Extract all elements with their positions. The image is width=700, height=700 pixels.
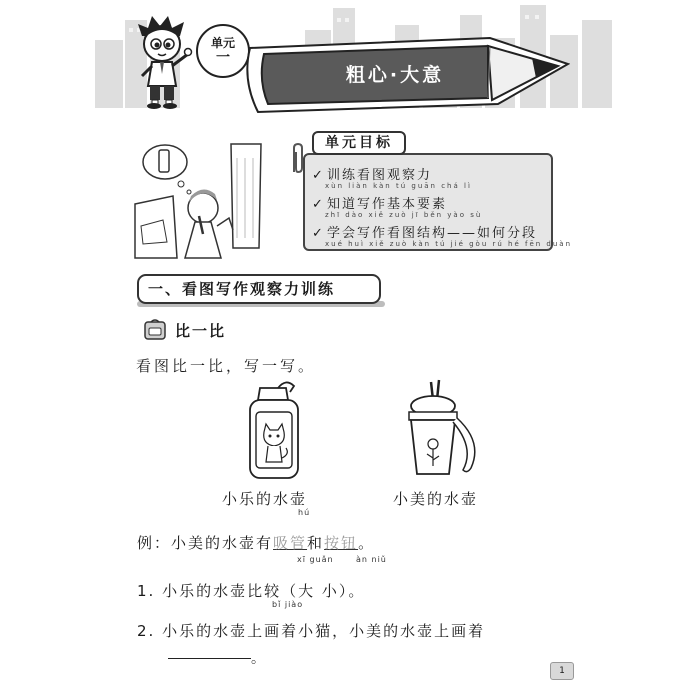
water-bottle-cat-illustration xyxy=(238,378,310,480)
goal-item-3 xyxy=(312,222,572,248)
unit-label: 单元 xyxy=(210,36,235,50)
goal-pinyin: xùn liàn kàn tú guān chá lì xyxy=(325,182,472,190)
backpack-icon xyxy=(143,318,167,340)
caption-right-bottle: 小美的水壶 xyxy=(393,490,479,508)
section-title: 一、看图写作观察力训练 xyxy=(137,274,381,304)
page-number: 1 xyxy=(550,662,574,680)
sick-boy-illustration xyxy=(133,138,295,262)
unit-number: 一 xyxy=(216,50,230,67)
caption-left-pinyin: hú xyxy=(298,508,311,517)
caption-left-bottle: 小乐的水壶 xyxy=(222,490,308,508)
question-2-end: 。 xyxy=(251,651,265,667)
goal-text: 训练看图观察力 xyxy=(327,168,433,183)
example-word-button: 按钮 xyxy=(324,534,359,552)
answer-blank-line[interactable] xyxy=(168,658,251,659)
check-icon: ✓ xyxy=(312,197,323,212)
goal-pinyin: xué huì xiě zuò kàn tú jié gòu rú hé fēn duàn xyxy=(325,240,573,248)
exercise-title: 比一比 xyxy=(175,322,227,340)
exercise-instruction: 看图比一比，写一写。 xyxy=(136,357,317,375)
example-pinyin-button: àn niǔ xyxy=(356,555,387,564)
goal-item-1 xyxy=(312,164,472,190)
goal-text: 学会写作看图结构——如何分段 xyxy=(327,226,538,241)
example-sentence xyxy=(137,532,375,553)
example-and: 和 xyxy=(307,534,325,552)
goal-item-2 xyxy=(312,193,482,219)
unit-goals-heading: 单元目标 xyxy=(312,131,406,155)
goal-text: 知道写作基本要素 xyxy=(327,197,448,212)
question-1: 1. 小乐的水壶比较（大 小）。 xyxy=(137,582,366,600)
water-cup-straw-illustration xyxy=(397,378,477,480)
question-1-pinyin: bǐ jiào xyxy=(272,600,304,609)
check-icon: ✓ xyxy=(312,168,323,183)
goal-pinyin: zhī dào xiě zuò jī běn yào sù xyxy=(325,211,483,219)
example-word-straw: 吸管 xyxy=(273,534,308,552)
question-2: 2. 小乐的水壶上画着小猫，小美的水壶上画着 xyxy=(137,622,486,640)
example-end: 。 xyxy=(358,534,376,552)
example-pinyin-straw: xī guǎn xyxy=(297,555,334,564)
boy-mascot-illustration xyxy=(130,14,196,110)
check-icon: ✓ xyxy=(312,226,323,241)
example-prefix: 例：小美的水壶有 xyxy=(137,534,274,552)
unit-title: 粗心·大意 xyxy=(345,64,445,86)
